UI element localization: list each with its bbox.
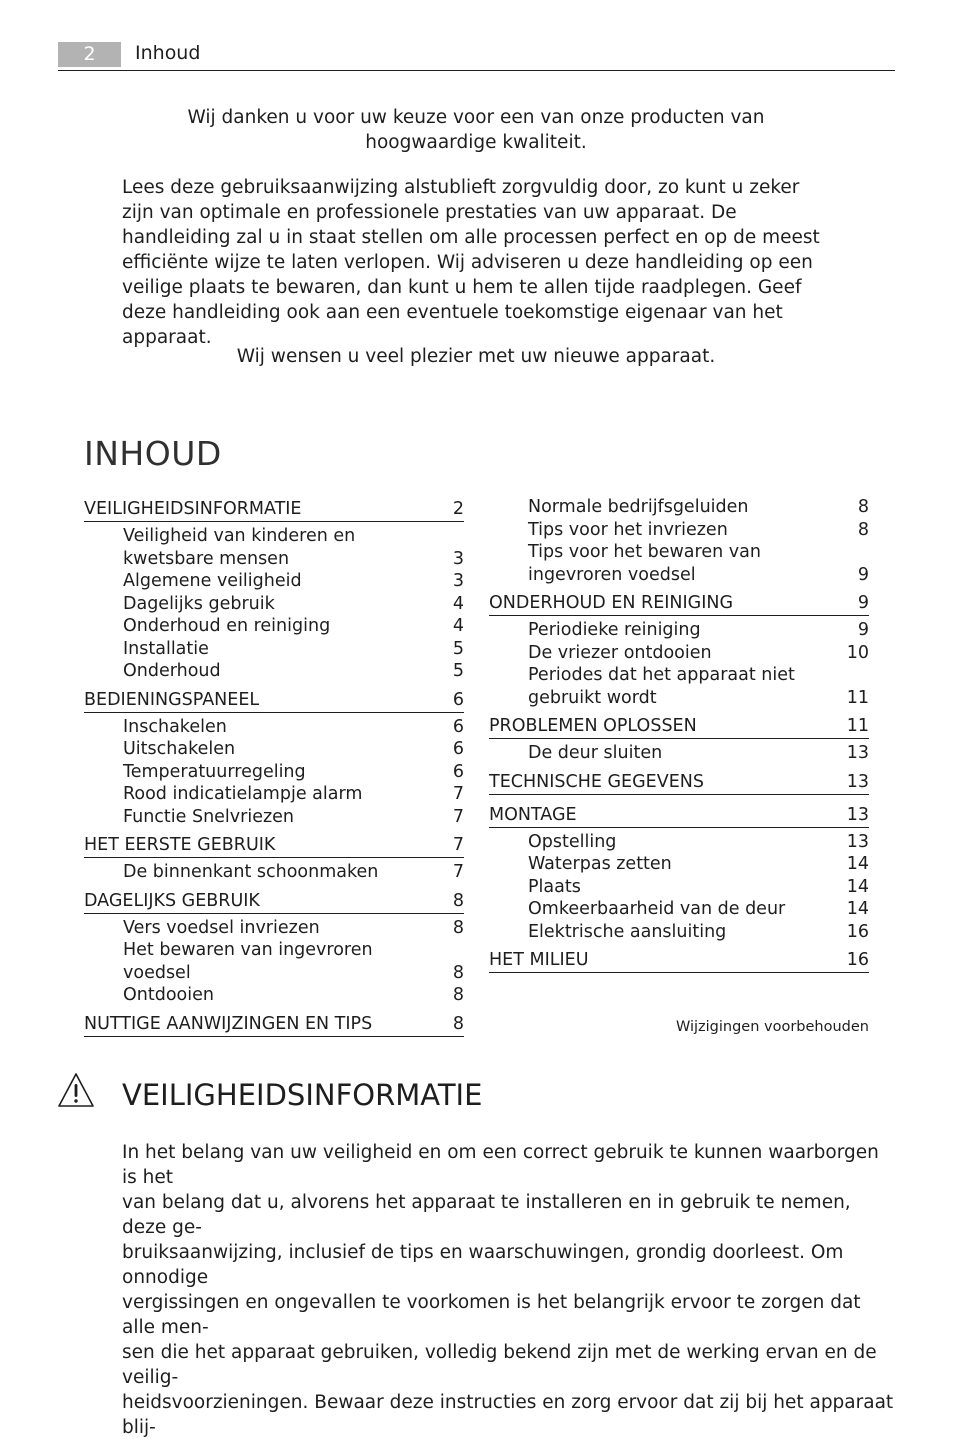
toc-subsection-title: Veiligheid van kinderen en kwetsbare mensen xyxy=(123,526,356,569)
toc-subsection-title: Omkeerbaarheid van de deur xyxy=(528,899,786,919)
toc-gap xyxy=(84,1040,464,1044)
changes-note: Wijzigingen voorbehouden xyxy=(675,1019,869,1035)
toc-gap xyxy=(489,976,869,980)
toc-subsection xyxy=(84,738,464,761)
toc-section xyxy=(84,888,464,914)
safety-heading: VEILIGHEIDSINFORMATIE xyxy=(122,1078,483,1112)
toc-section xyxy=(84,687,464,713)
header-divider xyxy=(58,70,895,71)
toc-subsection-page: 3 xyxy=(452,571,464,591)
toc-subsection-title: Uitschakelen xyxy=(123,739,236,759)
toc-subsection-page: 14 xyxy=(846,899,869,919)
toc-subsection-title: Temperatuurregeling xyxy=(123,761,306,782)
toc-section-title: HET MILIEU xyxy=(489,950,589,970)
toc-subsection-title: Plaats xyxy=(528,876,581,897)
toc-subsection xyxy=(84,806,464,829)
toc-section-page: 8 xyxy=(452,890,464,911)
toc-subsection-title: De deur sluiten xyxy=(528,743,663,763)
toc-section-title: PROBLEMEN OPLOSSEN xyxy=(489,716,697,736)
toc-subsection xyxy=(489,541,869,586)
intro-wishes: Wij wensen u veel plezier met uw nieuwe apparaat. xyxy=(236,346,716,367)
toc-subsection-title: Functie Snelvriezen xyxy=(123,806,295,827)
toc-heading: INHOUD xyxy=(84,434,222,473)
toc-subsection-page: 14 xyxy=(846,876,869,897)
toc-subsection-page: 8 xyxy=(452,985,464,1005)
toc-section-page: 13 xyxy=(846,804,869,825)
toc-subsection-page: 6 xyxy=(452,739,464,759)
toc-section-title: VEILIGHEIDSINFORMATIE xyxy=(84,499,302,519)
toc-subsection-page: 10 xyxy=(846,642,869,663)
toc-subsection xyxy=(489,742,869,765)
toc-section xyxy=(84,832,464,858)
toc-section xyxy=(84,496,464,522)
toc-subsection xyxy=(489,619,869,642)
toc-subsection xyxy=(84,525,464,570)
toc-subsection-title: Vers voedsel invriezen xyxy=(123,917,320,938)
toc-subsection-page: 3 xyxy=(452,548,464,569)
toc-subsection-page: 11 xyxy=(846,687,869,708)
toc-subsection-page: 8 xyxy=(857,497,869,517)
toc-subsection-title: Algemene veiligheid xyxy=(123,571,302,591)
toc-subsection-title: De binnenkant schoonmaken xyxy=(123,862,379,882)
toc-subsection-page: 14 xyxy=(846,854,869,874)
page-number: 2 xyxy=(58,42,121,67)
toc-subsection-title: Tips voor het invriezen xyxy=(528,519,728,540)
toc-section xyxy=(489,802,869,828)
toc-subsection-title: Tips voor het bewaren van ingevroren voedsel xyxy=(528,542,761,585)
toc-section-title: ONDERHOUD EN REINIGING xyxy=(489,593,734,613)
toc-subsection-page: 9 xyxy=(857,564,869,585)
toc-subsection-page: 13 xyxy=(846,831,869,852)
toc-subsection-title: Ontdooien xyxy=(123,985,214,1005)
toc-subsection-title: Dagelijks gebruik xyxy=(123,593,275,614)
toc-section-title: NUTTIGE AANWIJZINGEN EN TIPS xyxy=(84,1013,373,1034)
toc-subsection xyxy=(84,939,464,984)
toc-section-page: 9 xyxy=(857,593,869,613)
toc-subsection-page: 8 xyxy=(452,917,464,938)
toc-subsection-page: 7 xyxy=(452,806,464,827)
toc-section-page: 11 xyxy=(846,716,869,736)
toc-section-page: 7 xyxy=(452,835,464,855)
toc-subsection-page: 16 xyxy=(846,921,869,942)
toc-section-page: 2 xyxy=(452,499,464,519)
toc-subsection xyxy=(489,831,869,854)
toc-subsection xyxy=(84,615,464,638)
toc-subsection xyxy=(489,921,869,944)
toc-subsection-page: 8 xyxy=(857,519,869,540)
toc-section xyxy=(489,713,869,739)
toc-subsection-page: 5 xyxy=(452,638,464,659)
intro-thanks: Wij danken u voor uw keuze voor een van onze producten van hoogwaardige kwaliteit. xyxy=(187,107,765,153)
toc-subsection-title: Installatie xyxy=(123,638,209,659)
toc-subsection-page: 13 xyxy=(846,743,869,763)
toc-subsection xyxy=(489,898,869,921)
toc-subsection-title: Inschakelen xyxy=(123,716,227,737)
toc-section xyxy=(489,769,869,795)
toc-subsection xyxy=(84,638,464,661)
toc-subsection-title: Normale bedrijfsgeluiden xyxy=(528,497,749,517)
toc-subsection-page: 6 xyxy=(452,716,464,737)
toc-section-title: TECHNISCHE GEGEVENS xyxy=(489,771,704,792)
toc-right-column xyxy=(489,496,869,980)
toc-left-column xyxy=(84,496,464,1044)
toc-subsection-page: 5 xyxy=(452,661,464,681)
toc-subsection xyxy=(84,984,464,1007)
toc-subsection-page: 7 xyxy=(452,784,464,804)
toc-subsection-title: Periodieke reiniging xyxy=(528,620,701,640)
toc-section-page: 13 xyxy=(846,771,869,792)
toc-subsection-title: Het bewaren van ingevroren voedsel xyxy=(123,940,373,983)
toc-subsection-page: 9 xyxy=(857,620,869,640)
toc-subsection xyxy=(489,496,869,519)
toc-subsection-title: Onderhoud en reiniging xyxy=(123,616,331,636)
toc-section-page: 16 xyxy=(846,950,869,970)
toc-subsection-page: 7 xyxy=(452,862,464,882)
toc-subsection-page: 6 xyxy=(452,761,464,782)
toc-subsection xyxy=(84,861,464,884)
toc-subsection xyxy=(84,716,464,739)
safety-body: In het belang van uw veiligheid en om een correct gebruik te kunnen waarborgen is het van belang dat u, alvorens het apparaat te installeren en in gebruik te nemen, deze ge- bruiksaanwijzing, inclusief de tips en waarschuwingen, grondig doorleest. Om onnodige vergissingen en ongevallen te voorkomen is het belangrijk ervoor te zorgen dat alle men- sen die het apparaat gebruiken, volledig bekend zijn met de werking ervan en de veilig- heidsvoorzieningen. Bewaar deze instructies en zorg ervoor dat zij bij het apparaat blij- xyxy=(122,1142,894,1438)
toc-section-title: HET EERSTE GEBRUIK xyxy=(84,835,276,855)
warning-triangle-icon xyxy=(57,1072,95,1108)
toc-subsection-page: 4 xyxy=(452,593,464,614)
toc-subsection-title: Rood indicatielampje alarm xyxy=(123,784,363,804)
toc-section-title: MONTAGE xyxy=(489,804,577,825)
toc-subsection-title: Waterpas zetten xyxy=(528,854,672,874)
toc-subsection-title: De vriezer ontdooien xyxy=(528,642,712,663)
toc-subsection xyxy=(84,660,464,683)
toc-subsection xyxy=(489,853,869,876)
toc-subsection xyxy=(489,519,869,542)
toc-subsection xyxy=(489,664,869,709)
toc-section-page: 8 xyxy=(452,1013,464,1034)
toc-subsection-title: Opstelling xyxy=(528,831,617,852)
toc-subsection xyxy=(84,593,464,616)
toc-section-page: 6 xyxy=(452,689,464,710)
intro-instructions: Lees deze gebruiksaanwijzing alstublieft zorgvuldig door, zo kunt u zeker zijn van optimale en professionele prestaties van uw apparaat. De handleiding zal u in staat stellen om alle processen perfect en op de meest efficiënte wijze te laten verlopen. Wij adviseren u deze handleiding op een veilige plaats te bewaren, dan kunt u hem te allen tijde raadplegen. Geef deze handleiding ook aan een eventuele toekomstige eigenaar van het apparaat. xyxy=(122,177,820,348)
toc-subsection-title: Onderhoud xyxy=(123,661,221,681)
toc-subsection-page: 8 xyxy=(452,962,464,983)
toc-subsection xyxy=(489,876,869,899)
header-title: Inhoud xyxy=(135,42,201,64)
toc-subsection xyxy=(84,761,464,784)
toc-subsection xyxy=(84,570,464,593)
toc-section xyxy=(489,947,869,973)
toc-subsection-title: Periodes dat het apparaat niet gebruikt wordt xyxy=(528,665,795,708)
toc-section xyxy=(84,1011,464,1037)
toc-subsection xyxy=(489,642,869,665)
toc-subsection-page: 4 xyxy=(452,616,464,636)
toc-section xyxy=(489,590,869,616)
toc-subsection-title: Elektrische aansluiting xyxy=(528,921,727,942)
toc-subsection xyxy=(84,783,464,806)
toc-subsection xyxy=(84,917,464,940)
toc-section-title: DAGELIJKS GEBRUIK xyxy=(84,890,260,911)
toc-section-title: BEDIENINGSPANEEL xyxy=(84,689,260,710)
